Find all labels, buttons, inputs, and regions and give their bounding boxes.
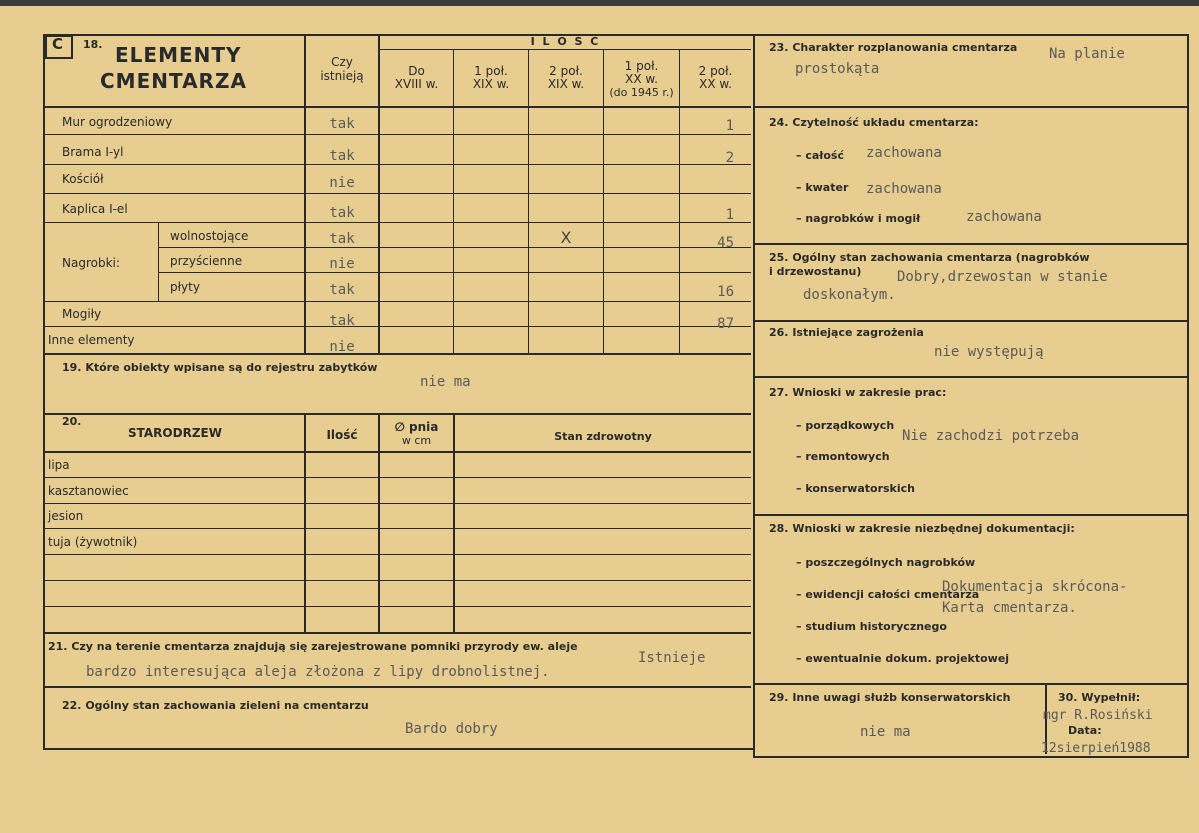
exists-kosciol: nie <box>329 175 355 191</box>
s18-number: 18. <box>83 38 103 51</box>
s18-hline-header <box>45 106 751 108</box>
s20-vline-1 <box>304 415 306 633</box>
s24-item-1-value: zachowana <box>866 145 942 161</box>
period-2-l1: 1 poł. <box>474 64 508 78</box>
s23-bottom <box>755 106 1187 108</box>
period-2-l2: XIX w. <box>472 77 510 91</box>
s18-vline-p2 <box>528 50 529 353</box>
s27-item-2-label: – remontowych <box>796 450 890 463</box>
s30-label: 30. Wypełnił: <box>1058 691 1141 704</box>
s26-bottom <box>755 376 1187 378</box>
row-label-kaplica: Kaplica I-el <box>62 202 128 216</box>
s21-value-1: Istnieje <box>638 650 706 666</box>
s18-title-2: CMENTARZA <box>100 69 247 93</box>
s20-vline-3 <box>453 415 455 633</box>
col-ilosc: I L O Ś Ć <box>530 35 601 48</box>
row-label-przyscienne: przyścienne <box>170 254 243 268</box>
s19-bottom <box>45 413 751 415</box>
exists-brama: tak <box>329 148 355 164</box>
s20-vline-2 <box>378 415 380 633</box>
s20-col-diam-2: w cm <box>401 434 432 447</box>
s20-title: STARODRZEW <box>128 426 222 440</box>
count-mogily: 87 <box>717 316 734 332</box>
s20-hline <box>45 580 751 581</box>
count-plyty: 16 <box>717 284 734 300</box>
period-4-l1: 1 poł. <box>624 59 659 73</box>
s20-hline <box>45 528 751 529</box>
s20-bottom <box>45 632 751 634</box>
s28-item-4-label: – ewentualnie dokum. projektowej <box>796 652 1010 665</box>
row-label-plyty: płyty <box>170 280 200 294</box>
s24-item-3-value: zachowana <box>966 209 1042 225</box>
s25-value-2: doskonałym. <box>803 287 896 303</box>
row-line <box>45 193 751 194</box>
exists-plyty: tak <box>329 282 355 298</box>
s20-hline <box>45 554 751 555</box>
s22-label: 22. Ogólny stan zachowania zieleni na cmentarzu <box>62 699 369 712</box>
s18-bottom <box>45 353 751 355</box>
period-4-l2: XX w. <box>625 72 658 86</box>
exists-przyscienne: nie <box>329 256 355 272</box>
row-label-wolnostojace: wolnostojące <box>170 229 249 243</box>
s25-bottom <box>755 320 1187 322</box>
row-label-nagrobki-group: Nagrobki: <box>62 256 120 270</box>
col-exists-2: istnieją <box>320 69 364 83</box>
s28-item-3-label: – studium historycznego <box>796 620 947 633</box>
row-line <box>45 222 751 223</box>
period-3-l2: XIX w. <box>547 77 585 91</box>
exists-mogily: tak <box>329 313 355 329</box>
s27-item-3-label: – konserwatorskich <box>796 482 915 495</box>
s28-item-2-label: – ewidencji całości cmentarza <box>796 588 980 601</box>
s20-hline <box>45 503 751 504</box>
row-line <box>158 247 751 248</box>
s20-number: 20. <box>62 415 82 428</box>
top-edge <box>0 0 1199 6</box>
s21-label: 21. Czy na terenie cmentarza znajdują się zarejestrowane pomniki przyrody ew. aleje <box>48 640 578 653</box>
row-label-brama: Brama I-yl <box>62 145 124 159</box>
s22-value: Bardo dobry <box>405 721 498 737</box>
s23-value-1: Na planie <box>1049 46 1125 62</box>
count-wolnostojace: 45 <box>717 235 734 251</box>
s28-label: 28. Wnioski w zakresie niezbędnej dokumentacji: <box>769 522 1075 535</box>
row-line <box>45 134 751 135</box>
s26-label: 26. Istniejące zagrożenia <box>769 326 924 339</box>
period-5-l1: 2 poł. <box>698 64 733 78</box>
s19-value: nie ma <box>420 374 471 390</box>
s27-label: 27. Wnioski w zakresie prac: <box>769 386 947 399</box>
period-5-l2: XX w. <box>699 77 732 91</box>
s24-item-1-label: – całość <box>796 149 844 162</box>
row-label-kosciol: Kościół <box>62 172 104 186</box>
tree-lipa: lipa <box>48 458 70 472</box>
period-1-l1: Do <box>408 64 425 78</box>
s29-value: nie ma <box>860 724 911 740</box>
s18-title-1: ELEMENTY <box>115 43 242 67</box>
s24-label: 24. Czytelność układu cmentarza: <box>769 116 979 129</box>
s20-col-count: Ilość <box>326 428 358 442</box>
s18-hline-ilosc <box>380 49 751 50</box>
exists-inne: nie <box>329 339 355 355</box>
s30-name: mgr R.Rosiński <box>1043 708 1153 723</box>
s25-value-1: Dobry,drzewostan w stanie <box>897 269 1108 285</box>
s19-label: 19. Które obiekty wpisane są do rejestru zabytków <box>62 361 378 374</box>
s20-hline <box>45 451 751 453</box>
s30-date-label: Data: <box>1068 724 1102 737</box>
tree-tuja: tuja (żywotnik) <box>48 535 138 549</box>
s18-vline-p1 <box>453 50 454 353</box>
s29-label: 29. Inne uwagi służb konserwatorskich <box>769 691 1011 704</box>
period-4-l3: (do 1945 r.) <box>609 86 674 99</box>
row-label-mogily: Mogiły <box>62 307 102 321</box>
s28-item-2-value: Dokumentacja skrócona- <box>942 579 1128 595</box>
s24-item-2-value: zachowana <box>866 181 942 197</box>
count-kaplica: 1 <box>725 207 734 223</box>
s28-item-1-label: – poszczególnych nagrobków <box>796 556 976 569</box>
s24-bottom <box>755 243 1187 245</box>
exists-wolnostojace: tak <box>329 231 355 247</box>
s20-hline <box>45 477 751 478</box>
exists-mur: tak <box>329 116 355 132</box>
s20-hline <box>45 606 751 607</box>
s27-bottom <box>755 514 1187 516</box>
tree-jesion: jesion <box>48 509 84 523</box>
s27-item-1-value: Nie zachodzi potrzeba <box>902 428 1080 444</box>
period-3-l1: 2 poł. <box>549 64 583 78</box>
tree-kasztanowiec: kasztanowiec <box>48 484 129 498</box>
row-label-mur: Mur ogrodzeniowy <box>62 115 173 129</box>
row-line <box>45 164 751 165</box>
s21-value-2: bardzo interesująca aleja złożona z lipy drobnolistnej. <box>86 664 550 680</box>
s30-date: 12sierpień1988 <box>1041 741 1151 756</box>
s24-item-3-label: – nagrobków i mogił <box>796 212 921 225</box>
row-line <box>45 326 751 327</box>
row-line <box>158 272 751 273</box>
nagrobki-vline <box>158 222 159 301</box>
row-label-inne: Inne elementy <box>48 333 135 347</box>
s23-label: 23. Charakter rozplanowania cmentarza <box>769 41 1018 54</box>
s25-label-2: i drzewostanu) <box>769 265 862 278</box>
count-mur: 1 <box>725 118 734 134</box>
s20-col-health: Stan zdrowotny <box>554 430 652 443</box>
s23-value-2: prostokąta <box>795 61 880 77</box>
row-line <box>45 301 751 302</box>
s20-col-diam-1: ∅ pnia <box>394 420 439 434</box>
s26-value: nie występują <box>934 344 1044 360</box>
section-letter: C <box>52 35 64 53</box>
s27-item-1-label: – porządkowych <box>796 419 895 432</box>
s28-value-line-2: Karta cmentarza. <box>942 600 1077 616</box>
col-exists-1: Czy <box>331 55 353 69</box>
s21-bottom <box>45 686 751 688</box>
s28-bottom <box>755 683 1187 685</box>
exists-kaplica: tak <box>329 205 355 221</box>
s24-item-2-label: – kwater <box>796 181 849 194</box>
count-brama: 2 <box>725 150 734 166</box>
s25-label-1: 25. Ogólny stan zachowania cmentarza (nagrobków <box>769 251 1090 264</box>
mark-wolnostojace-2pol-xix: X <box>560 228 572 247</box>
period-1-l2: XVIII w. <box>394 77 439 91</box>
